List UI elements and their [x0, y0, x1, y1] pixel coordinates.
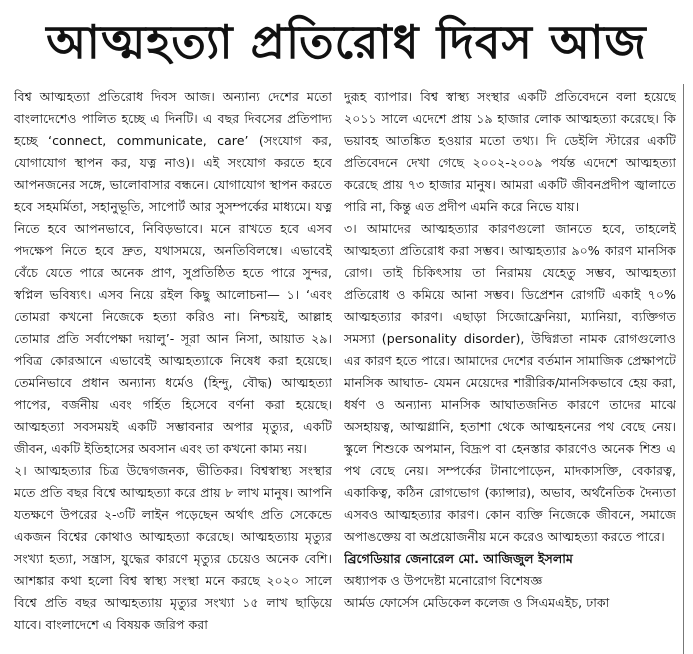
column-rule	[683, 84, 684, 654]
paragraph-continued: দুরূহ ব্যাপার। বিশ্ব স্বাস্থ্য সংস্থার একটি প্রতিবেদনে বলা হয়েছে ২০১১ সালে এদেশে প্রায় ১৯ হাজার লোক আত্মহত্যা করেছে। কি ভয়াবহ আতঙ্কিত হওয়ার মতো তথ্য। দি ডেইলি স্টারের একটি প্রতিবেদনে দেখা গেছে ২০০২-২০০৯ পর্যন্ত এদেশে আত্মহত্যা করেছে প্রায় ৭৩ হাজার মানুষ। আমরা একটি জীবনপ্রদীপ জ্বালাতে পারি না, কিন্তু এত প্রদীপ এমনি করে নিভে যায়।	[344, 89, 676, 214]
paragraph-statistics: ২। আত্মহত্যার চিত্র উদ্বেগজনক, ভীতিকর। বিশ্বস্বাস্থ্য সংস্থার মতে প্রতি বছর বিশ্বে আত্মহত্যা করে প্রায় ৮ লাখ মানুষ। আপনি যতক্ষণে উপরের ২-৩টি লাইন পড়েছেন অর্থাৎ প্রতি সেকেন্ডে একজন বিশ্বের কোথাও আত্মহত্যা করেছে। আত্মহত্যায় মৃত্যুর সংখ্যা হত্যা, সন্ত্রাস, যুদ্ধের কারণে মৃত্যুর চেয়েও অনেক বেশি। আশঙ্কার কথা হলো বিশ্ব স্বাস্থ্য সংস্থা মনে করছে ২০২০ সালে বিশ্বে প্রতি বছর আত্মহত্যায় মৃত্যুর সংখ্যা ১৫ লাখ ছাড়িয়ে যাবে। বাংলাদেশে এ বিষয়ক জরিপ করা	[14, 463, 332, 632]
author-name: ব্রিগেডিয়ার জেনারেল মো. আজিজুল ইসলাম	[344, 551, 573, 566]
headline: আত্মহত্যা প্রতিরোধ দিবস আজ	[46, 15, 647, 69]
right-column	[344, 86, 676, 648]
author-designation: অধ্যাপক ও উপদেষ্টা মনোরোগ বিশেষজ্ঞ	[344, 573, 543, 588]
left-column	[14, 86, 332, 648]
paragraph-intro: বিশ্ব আত্মহত্যা প্রতিরোধ দিবস আজ। অন্যান্য দেশের মতো বাংলাদেশেও পালিত হচ্ছে এ দিনটি। এ বছর দিবসের প্রতিপাদ্য হচ্ছে ‘connect, communicate, care’ (সংযোগ কর, যোগাযোগ স্থাপন কর, যত্ন নাও)। এই সংযোগ করতে হবে আপনজনের সঙ্গে, ভালোবাসার বন্ধনে। যোগাযোগ স্থাপন করতে হবে সহমর্মিতা, সহানুভূতি, সাপোর্ট আর সুসম্পর্কের মাধ্যমে। যত্ন নিতে হবে আপনভাবে, নিবিড়ভাবে। মনে রাখতে হবে এসব পদক্ষেপ নিতে হবে দ্রুত, যথাসময়ে, অনতিবিলম্বে। এভাবেই বেঁচে যেতে পারে অনেক প্রাণ, সুপ্রতিষ্ঠিত হতে পারে সুন্দর, স্বপ্নিল ভবিষ্যৎ। এসব নিয়ে রইল কিছু আলোচনা— ১। ‘এবং তোমরা কখনো নিজেকে হত্যা করিও না। নিশ্চয়ই, আল্লাহ তোমার প্রতি সর্বাপেক্ষা দয়ালু’- সূরা আন নিসা, আয়াত ২৯। পবিত্র কোরআনে এভাবেই আত্মহত্যাকে নিষেধ করা হয়েছে। তেমনিভাবে প্রধান অন্যান্য ধর্মেও (হিন্দু, বৌদ্ধ) আত্মহত্যা পাপের, বর্জনীয় এবং গর্হিত হিসেবে বর্ণনা করা হয়েছে। আত্মহত্যা সবসময়ই একটি সম্ভাবনার অপার মৃত্যুর, একটি জীবন, একটি ইতিহাসের অবসান এবং তা কখনো কাম্য নয়।	[14, 89, 332, 456]
paragraph-causes: ৩। আমাদের আত্মহত্যার কারণগুলো জানতে হবে, তাহলেই আত্মহত্যা প্রতিরোধ করা সম্ভব। আত্মহত্যার ৯০% কারণ মানসিক রোগ। তাই চিকিৎসায় তা নিরাময় যেহেতু সম্ভব, আত্মহত্যা প্রতিরোধ ও কমিয়ে আনা সম্ভব। ডিপ্রেশন রোগটি একাই ৭০% আত্মহত্যার কারণ। এছাড়া সিজোফ্রেনিয়া, ম্যানিয়া, ব্যক্তিগত সমস্যা (personality disorder), উদ্বিগ্নতা নামক রোগগুলোও এর কারণ হতে পারে। আমাদের দেশের বর্তমান সামাজিক প্রেক্ষাপটে মানসিক আঘাত- যেমন মেয়েদের শারীরিক/মানসিকভাবে হেয় করা, ধর্ষণ ও অন্যান্য মানসিক আঘাতজনিত কারণে তাদের মাঝে অসহায়ত্ব, আত্মগ্লানি, হতাশা থেকে আত্মহননের পথ বেছে নেয়। স্কুলে শিশুকে অপমান, বিদ্রূপ বা হেনস্তার কারণেও অনেক শিশু এ পথ বেছে নেয়। সম্পর্কের টানাপোড়েন, মাদকাসক্তি, বেকারত্ব, একাকিত্ব, কঠিন রোগভোগ (ক্যান্সার), অভাব, অর্থনৈতিক দৈন্যতা এসবও আত্মহত্যার কারণ। কোন ব্যক্তি নিজেকে জীবনে, সমাজে অপাঙক্তেয় বা অপ্রয়োজনীয় মনে করেও আত্মহত্যা করতে পারে।	[344, 221, 676, 544]
author-institution: আর্মড ফোর্সেস মেডিকেল কলেজ ও সিএমএইচ, ঢাকা	[344, 595, 610, 610]
